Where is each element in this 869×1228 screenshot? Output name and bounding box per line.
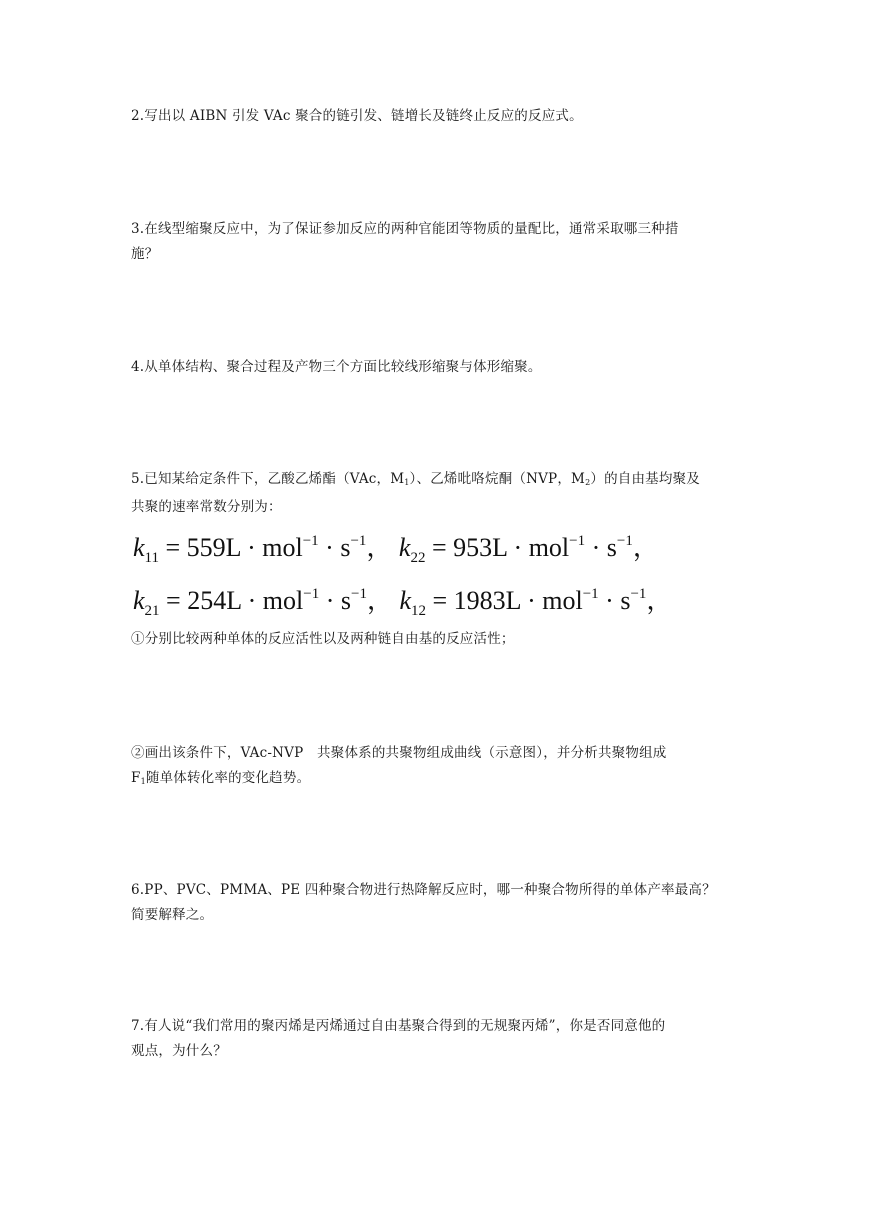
separator: ， xyxy=(366,533,393,562)
question-5-part-2-line-2-text: 随单体转化率的变化趋势。 xyxy=(145,770,311,786)
question-3-line-1: 3.在线型缩聚反应中，为了保证参加反应的两种官能团等物质的量配比，通常采取哪三种措 xyxy=(131,221,679,237)
k-symbol: k xyxy=(399,586,412,615)
unit-seconds: · s xyxy=(319,586,351,615)
question-7-line-1: 7.有人说“我们常用的聚丙烯是丙烯通过自由基聚合得到的无规聚丙烯”，你是否同意他的 xyxy=(131,1018,666,1034)
question-5-part-1 xyxy=(131,627,741,652)
question-5-part-2-line-2 xyxy=(131,766,741,794)
subscript-f1: 1 xyxy=(140,777,146,786)
separator: ， xyxy=(366,586,393,615)
exponent: −1 xyxy=(582,586,599,602)
question-6 xyxy=(131,878,741,928)
exponent: −1 xyxy=(302,533,319,549)
k-symbol: k xyxy=(398,533,411,562)
question-5 xyxy=(131,467,741,520)
exponent: −1 xyxy=(616,533,633,549)
f-symbol: F xyxy=(131,770,141,786)
k-subscript: 12 xyxy=(411,603,427,619)
question-5-part-1-text: ①分别比较两种单体的反应活性以及两种链自由基的反应活性； xyxy=(131,631,515,647)
unit-seconds: · s xyxy=(598,586,631,615)
question-5-line-2: 共聚的速率常数分别为： xyxy=(131,499,282,515)
rate-value: = 559L · mol xyxy=(159,533,303,562)
question-6-line-1: 6.PP、PVC、PMMA、PE 四种聚合物进行热降解反应时，哪一种聚合物所得的单体产率最高？ xyxy=(131,882,716,898)
rate-value: = 1983L · mol xyxy=(426,586,583,615)
exponent: −1 xyxy=(630,586,647,602)
question-5-part-2-line-1: ②画出该条件下，VAc-NVP 共聚体系的共聚物组成曲线（示意图），并分析共聚物组成 xyxy=(131,745,667,761)
question-4-text: 4.从单体结构、聚合过程及产物三个方面比较线形缩聚与体形缩聚。 xyxy=(131,359,542,375)
exponent: −1 xyxy=(350,586,367,602)
separator: ， xyxy=(632,533,659,562)
rate-constant-equation-1 xyxy=(133,527,659,567)
k-subscript: 21 xyxy=(144,603,160,619)
question-7-line-2: 观点，为什么？ xyxy=(131,1043,227,1059)
question-3-line-2: 施？ xyxy=(131,246,159,262)
question-4 xyxy=(131,355,741,380)
subscript-m1: 1 xyxy=(404,478,410,487)
exponent: −1 xyxy=(350,533,367,549)
rate-constant-equation-2 xyxy=(133,580,672,620)
question-2 xyxy=(131,104,741,129)
rate-value: = 254L · mol xyxy=(159,586,304,615)
question-5-line-1-part-c: ）的自由基均聚及 xyxy=(590,471,700,487)
exponent: −1 xyxy=(303,586,320,602)
question-5-line-1 xyxy=(131,467,741,495)
subscript-m2: 2 xyxy=(585,478,591,487)
question-7 xyxy=(131,1014,741,1064)
k-symbol: k xyxy=(133,533,145,562)
question-5-line-1-part-b: ）、乙烯吡咯烷酮（NVP，M xyxy=(409,471,586,487)
question-5-line-1-part-a: 5.已知某给定条件下，乙酸乙烯酯（VAc，M xyxy=(131,471,405,487)
k-subscript: 22 xyxy=(410,550,426,566)
k-subscript: 11 xyxy=(144,550,159,566)
question-2-text: 2.写出以 AIBN 引发 VAc 聚合的链引发、链增长及链终止反应的反应式。 xyxy=(131,108,583,124)
question-3 xyxy=(131,217,741,267)
rate-value: = 953L · mol xyxy=(425,533,570,562)
question-6-line-2: 简要解释之。 xyxy=(131,907,214,923)
unit-seconds: · s xyxy=(318,533,351,562)
unit-seconds: · s xyxy=(585,533,617,562)
exponent: −1 xyxy=(569,533,586,549)
k-symbol: k xyxy=(133,586,145,615)
question-5-part-2 xyxy=(131,741,741,794)
separator: ， xyxy=(646,586,673,615)
